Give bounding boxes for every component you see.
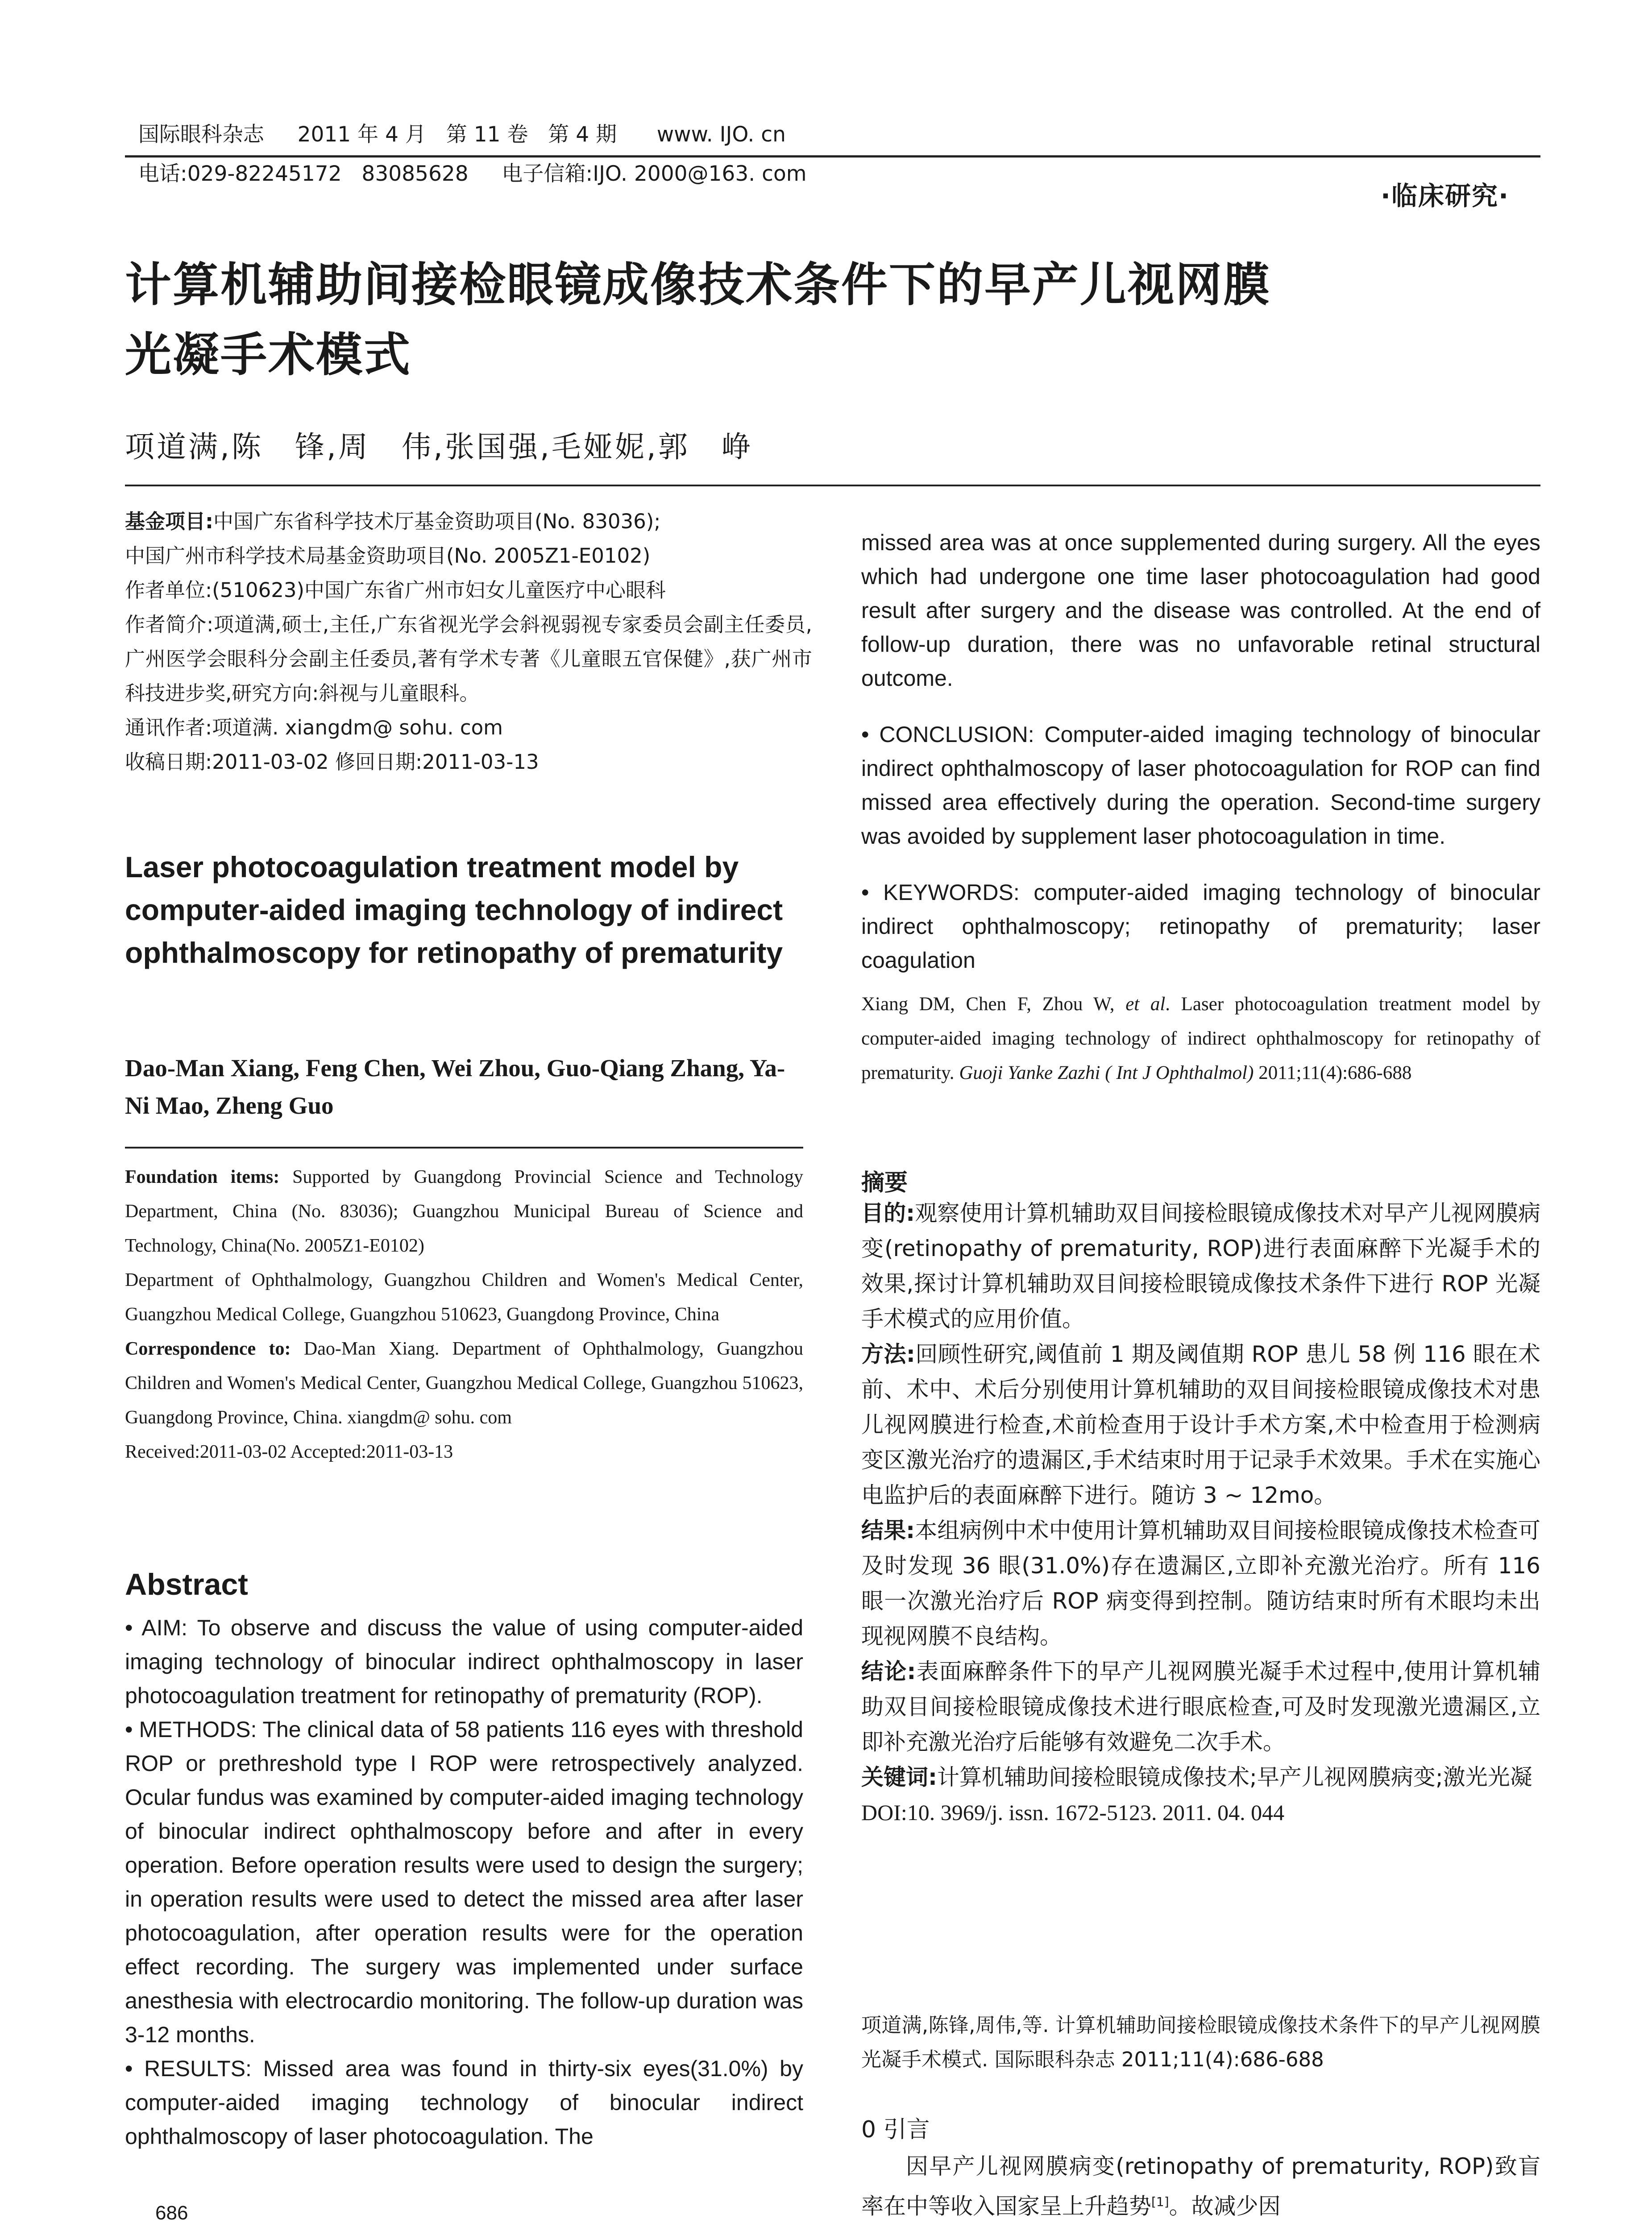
revised-cn: 修回日期:2011-03-13 [335,750,539,774]
intro-ref[interactable]: [1] [1151,2194,1169,2209]
article-title-en: Laser photocoagulation treatment model by computer-aided imaging technology of indirect ophthalmoscopy for retinopathy of prematurity [125,850,783,969]
email[interactable]: 电子信箱:IJO. 2000@163. com [502,162,807,186]
affiliation-en: Department of Ophthalmology, Guangzhou Children and Women's Medical Center, Guangzhou Medical College, Guangzhou 510623, Guangdong Province, China [125,1270,803,1325]
correspondence-cn: 通讯作者:项道满. xiangdm@ sohu. com [125,716,503,739]
foundation-en-text: Supported by Guangdong Provincial Science and Technology Department, China (No. 83036); Guangzhou Municipal Bureau of Science and Technology, China(No. 2005Z1-E0102) [125,1167,803,1256]
methods-cn-text: 回顾性研究,阈值前 1 期及阈值期 ROP 患儿 58 例 116 眼在术前、术中、术后分别使用计算机辅助的双目间接检眼镜成像技术对患儿视网膜进行检查,术前检查用于设计手术方案,术中检查用于检测病变区激光治疗的遗漏区,手术结束时用于记录手术效果。手术在实施心电监护后的表面麻醉下进行。随访 3 ~ 12mo。 [861,1341,1540,1508]
results-cn-text: 本组病例中术中使用计算机辅助双目间接检眼镜成像技术检查可及时发现 36 眼(31.0%)存在遗漏区,立即补充激光治疗。所有 116 眼一次激光治疗后 ROP 病变得到控制。随访结束时所有术眼均未出现视网膜不良结构。 [861,1518,1541,1649]
foundation-2: 中国广州市科学技术局基金资助项目(No. 2005Z1-E0102) [125,544,651,568]
abstract-results: • RESULTS: Missed area was found in thirty-six eyes(31.0%) by computer-aided imaging technology of binocular indirect ophthalmoscopy of laser photocoagulation. The [125,2056,803,2149]
title-rule [125,485,1540,486]
objective-text: 观察使用计算机辅助双目间接检眼镜成像技术对早产儿视网膜病变(retinopathy of prematurity, ROP)进行表面麻醉下光凝手术的效果,探讨计算机辅助双目间接检眼镜成像技术条件下进行 ROP 光凝手术模式的应用价值。 [861,1200,1541,1332]
conclusion-cn-label: 结论: [861,1659,916,1684]
authors-rule [125,1147,803,1149]
author-bio: 作者简介:项道满,硕士,主任,广东省视光学会斜视弱视专家委员会副主任委员,广州医学会眼科分会副主任委员,著有学术专著《儿童眼五官保健》,获广州市科技进步奖,研究方向:斜视与儿童眼科。 [125,613,812,705]
accepted-en: Accepted:2011-03-13 [290,1442,453,1462]
citation-etal: et al [1125,994,1166,1015]
abstract-heading: Abstract [125,1568,248,1601]
issue: 第 4 期 [548,122,617,147]
foundation-en [125,1160,803,1469]
conclusion-cn-text: 表面麻醉条件下的早产儿视网膜光凝手术过程中,使用计算机辅助双目间接检眼镜成像技术进行眼底检查,可及时发现激光遗漏区,立即补充激光治疗后能够有效避免二次手术。 [861,1659,1540,1755]
journal-website[interactable]: www. IJO. cn [656,122,786,147]
objective-label: 目的: [861,1200,915,1226]
title-line-2: 光凝手术模式 [125,328,412,382]
abstract-results-cont: missed area was at once supplemented during surgery. All the eyes which had undergone one time laser photocoagulation had good result after surgery and the disease was controlled. At the end of follow-up duration, there was no unfavorable retinal structural outcome. [861,530,1540,691]
citation-journal2: ( Int J Ophthalmol) [1105,1062,1254,1083]
section-label: ·临床研究· [1380,181,1509,211]
correspondence-en-label: Correspondence to: [125,1339,291,1359]
article-meta-cn [125,504,812,779]
foundation-en-label: Foundation items: [125,1167,280,1187]
abstract-methods: • METHODS: The clinical data of 58 patients 116 eyes with threshold ROP or prethreshold type I ROP were retrospectively analyzed. Ocular fundus was examined by computer-aided imaging technology of binocular indirect ophthalmoscopy before and after in every operation. Before operation results were used to design the surgery; in operation results were used to detect the missed area after laser photocoagulation, after operation results were for the operation effect recording. The surgery was implemented under surface anesthesia with electrocardio monitoring. The follow-up duration was 3-12 months. [125,1717,803,2047]
received-cn: 收稿日期:2011-03-02 [125,750,329,774]
correspondence-en-text: Dao-Man Xiang. Department of Ophthalmology, Guangzhou Children and Women's Medical Center, Guangzhou Medical College, Guangzhou 510623, Guangdong Province, China. xiangdm@ sohu. com [125,1339,803,1428]
authors-en: Dao-Man Xiang, Feng Chen, Wei Zhou, Guo-Qiang Zhang, Ya-Ni Mao, Zheng Guo [125,1054,785,1119]
volume: 第 11 卷 [446,122,528,147]
title-line-1: 计算机辅助间接检眼镜成像技术条件下的早产儿视网膜 [125,257,1271,312]
abstract-conclusion: • CONCLUSION: Computer-aided imaging technology of binocular indirect ophthalmoscopy of laser photocoagulation for ROP can find missed area effectively during the operation. Second-time surgery was avoided by supplement laser photocoagulation in time. [861,722,1540,849]
keywords-cn-text: 计算机辅助间接检眼镜成像技术;早产儿视网膜病变;激光光凝 [937,1764,1532,1790]
journal-name: 国际眼科杂志 [138,122,264,147]
article-title-cn [125,250,1553,390]
citation-ref: 2011;11(4):686-688 [1254,1062,1412,1083]
doi[interactable]: DOI:10. 3969/j. issn. 1672-5123. 2011. 04. 044 [861,1800,1285,1825]
intro-paragraph [861,2148,1540,2224]
header-rule [125,155,1540,158]
citation-text: Xiang DM, Chen F, Zhou W, [861,994,1126,1015]
citation-journal: Guoji Yanke Zazhi [959,1062,1100,1083]
abstract-cn [861,1196,1540,1830]
abstract-keywords: • KEYWORDS: computer-aided imaging technology of binocular indirect ophthalmoscopy; retinopathy of prematurity; laser coagulation [861,880,1540,973]
page-number: 686 [155,2202,188,2224]
intro-text2: 。故减少因 [1169,2193,1281,2219]
citation-cn: 项道满,陈锋,周伟,等. 计算机辅助间接检眼镜成像技术条件下的早产儿视网膜光凝手术模式. 国际眼科杂志 2011;11(4):686-688 [861,2013,1540,2071]
citation-en [861,987,1540,1090]
received-en: Received:2011-03-02 [125,1442,287,1462]
abstract-en-continued [861,503,1540,999]
intro-heading: 0 引言 [861,2116,930,2143]
abstract-cn-heading: 摘要 [861,1169,908,1196]
foundation-label: 基金项目: [125,510,213,533]
affiliation-cn: 作者单位:(510623)中国广东省广州市妇女儿童医疗中心眼科 [125,578,666,602]
phone: 电话:029-82245172 83085628 [138,162,469,186]
results-cn-label: 结果: [861,1518,915,1543]
issue-date: 2011 年 4 月 [297,122,426,147]
abstract-en [125,1611,803,2153]
intro-text: 因早产儿视网膜病变(retinopathy of prematurity, ROP)致盲率在中等收入国家呈上升趋势 [861,2153,1540,2219]
citation-text2: . Laser photocoagulation treatment model by computer-aided imaging technology of indirect ophthalmoscopy for retinopathy of prematurity. [861,994,1540,1083]
authors-cn: 项道满,陈 锋,周 伟,张国强,毛娅妮,郭 峥 [125,430,753,464]
foundation-1: 中国广东省科学技术厅基金资助项目(No. 83036); [213,510,661,533]
keywords-cn-label: 关键词: [861,1764,937,1790]
methods-cn-label: 方法: [861,1341,915,1367]
abstract-aim: • AIM: To observe and discuss the value of using computer-aided imaging technology of binocular indirect ophthalmoscopy in laser photocoagulation treatment for retinopathy of prematurity (ROP). [125,1615,803,1708]
